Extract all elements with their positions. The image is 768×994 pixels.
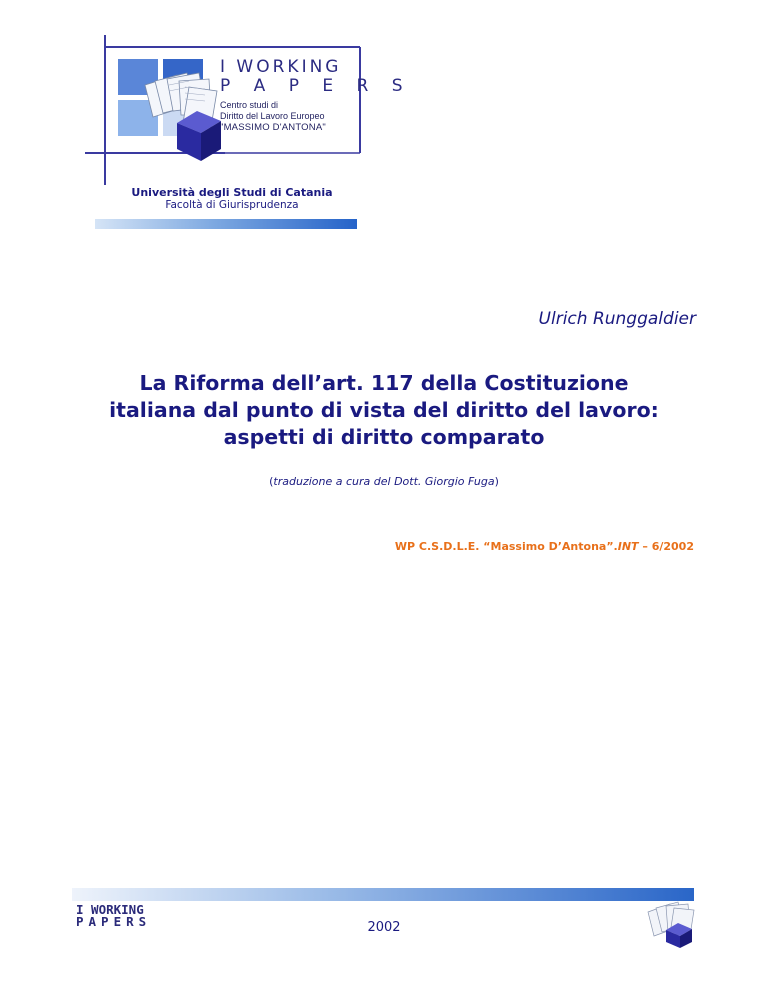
paper-title [40, 370, 728, 451]
working-paper-id [395, 540, 694, 553]
translation-text: traduzione a cura del Dott. Giorgio Fuga [273, 475, 495, 488]
wp-series: INT [617, 540, 639, 553]
logo-sub-line2: Diritto del Lavoro Europeo [220, 111, 325, 121]
footer-logo-line1: I WORKING [76, 902, 144, 917]
faculty-name: Facoltà di Giurisprudenza [165, 199, 299, 211]
footer-gradient-bar [72, 888, 694, 901]
logo-subtitle [220, 100, 326, 133]
title-line1: La Riforma dell’art. 117 della Costituzione [139, 371, 629, 395]
logo-sub-line3: "MASSIMO D'ANTONA" [220, 122, 326, 133]
author-name: Ulrich Runggaldier [538, 309, 696, 329]
translation-close-paren: ) [494, 475, 499, 488]
title-line2: italiana dal punto di vista del diritto del lavoro: [109, 398, 659, 422]
university-name: Università degli Studi di Catania [131, 186, 333, 199]
title-line3: aspetti di diritto comparato [223, 425, 545, 449]
translation-open-paren: ( [269, 475, 274, 488]
publication-year: 2002 [367, 920, 401, 935]
footer-logo-line2: PAPERS [76, 914, 152, 929]
logo-sub-line1: Centro studi di [220, 100, 279, 110]
papers-cube-icon [640, 898, 702, 948]
logo-title-line2: P A P E R S [220, 76, 412, 96]
logo-title-line1: I WORKING [220, 57, 342, 77]
wp-prefix: WP C.S.D.L.E. “Massimo D’Antona”. [394, 540, 618, 553]
wp-suffix: – 6/2002 [638, 540, 694, 553]
translation-note [0, 475, 768, 488]
header-gradient-bar [95, 219, 357, 229]
university-block [112, 186, 352, 212]
